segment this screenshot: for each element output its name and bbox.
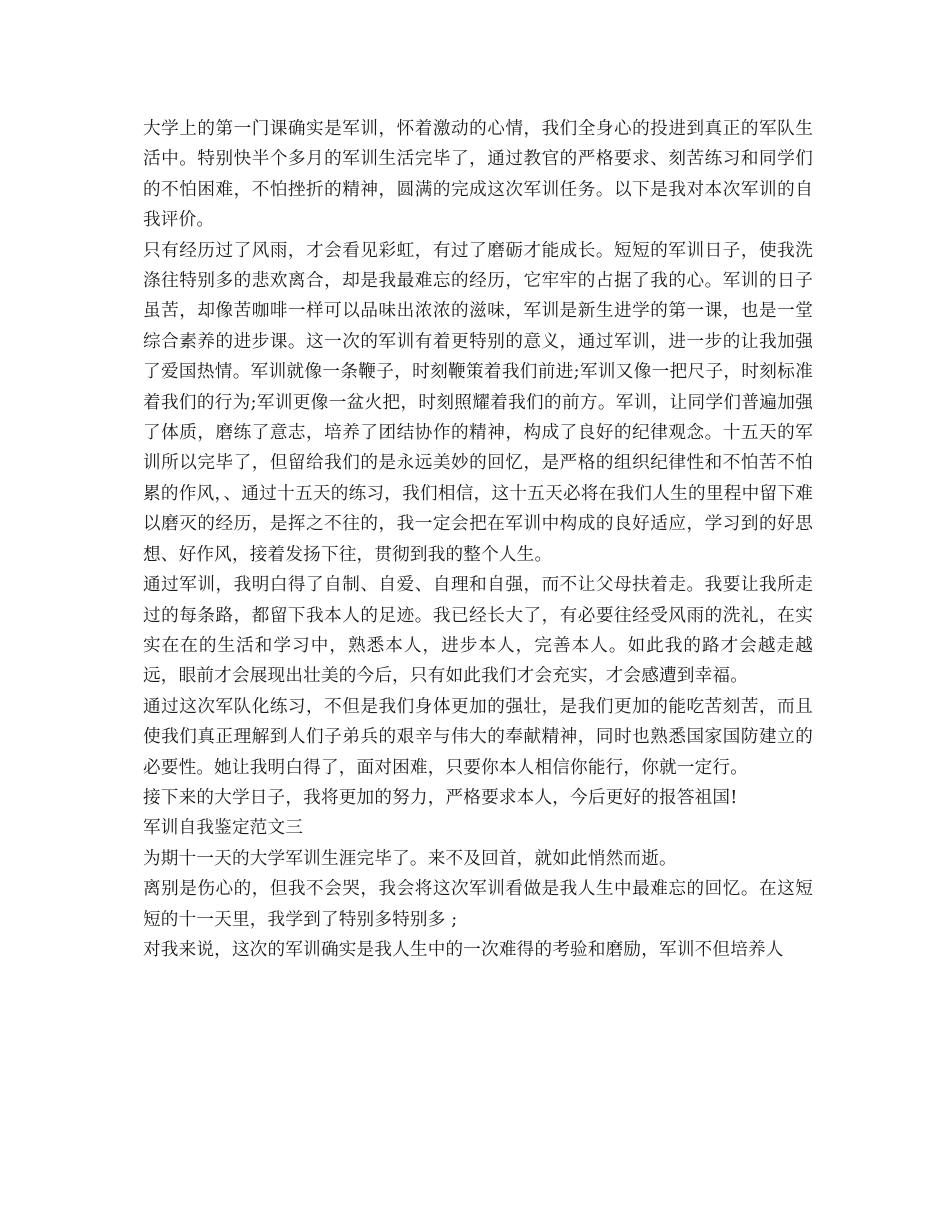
paragraph-intro: 大学上的第一门课确实是军训，怀着激动的心情，我们全身心的投进到真正的军队生活中。特别快半个多月的军训生活完毕了，通过教官的严格要求、刻苦练习和同学们的不怕困难，不怕挫折的精神，圆满的完成这次军训任务。以下是我对本次军训的自我评价。 xyxy=(143,119,813,231)
section-heading: 军训自我鉴定范文三 xyxy=(143,818,304,839)
paragraph-challenge: 对我来说，这次的军训确实是我人生中的一次难得的考验和磨励，军训不但培养人 xyxy=(143,939,784,960)
document-body xyxy=(143,114,813,965)
paragraph-future: 接下来的大学日子，我将更加的努力，严格要求本人，今后更好的报答祖国! xyxy=(143,787,738,808)
paragraph-eleven-days: 为期十一天的大学军训生涯完毕了。来不及回首，就如此悄然而逝。 xyxy=(143,848,677,869)
paragraph-military-training: 通过这次军队化练习，不但是我们身体更加的强壮，是我们更加的能吃苦刻苦，而且使我们真正理解到人们子弟兵的艰辛与伟大的奉献精神，同时也熟悉国家国防建立的必要性。她让我明白得了，面对困难，只要你本人相信你能行，你就一定行。 xyxy=(143,696,813,778)
paragraph-farewell: 离别是伤心的，但我不会哭，我会将这次军训看做是我人生中最难忘的回忆。在这短短的十一天里，我学到了特别多特别多 ; xyxy=(143,879,813,930)
paragraph-rainbow: 只有经历过了风雨，才会看见彩虹，有过了磨砺才能成长。短短的军训日子，使我洗涤往特别多的悲欢离合，却是我最难忘的经历，它牢牢的占据了我的心。军训的日子虽苦，却像苦咖啡一样可以品味出浓浓的滋味，军训是新生进学的第一课，也是一堂综合素养的进步课。这一次的军训有着更特别的意义，通过军训，进一步的让我加强了爱国热情。军训就像一条鞭子，时刻鞭策着我们前进;军训又像一把尺子，时刻标准着我们的行为;军训更像一盆火把，时刻照耀着我们的前方。军训，让同学们普遍加强了体质，磨练了意志，培养了团结协作的精神，构成了良好的纪律观念。十五天的军训所以完毕了，但留给我们的是永远美妙的回忆，是严格的组织纪律性和不怕苦不怕累的作风，、通过十五天的练习，我们相信，这十五天必将在我们人生的里程中留下难以磨灭的经历，是挥之不往的，我一定会把在军训中构成的良好适应，学习到的好思想、好作风，接着发扬下往，贯彻到我的整个人生。 xyxy=(143,240,813,565)
paragraph-self-discipline: 通过军训，我明白得了自制、自爱、自理和自强，而不让父母扶着走。我要让我所走过的每条路，都留下我本人的足迹。我已经长大了，有必要往经受风雨的洗礼，在实实在在的生活和学习中，熟悉本人，进步本人，完善本人。如此我的路才会越走越远，眼前才会展现出壮美的今后，只有如此我们才会充实，才会感遭到幸福。 xyxy=(143,575,813,687)
